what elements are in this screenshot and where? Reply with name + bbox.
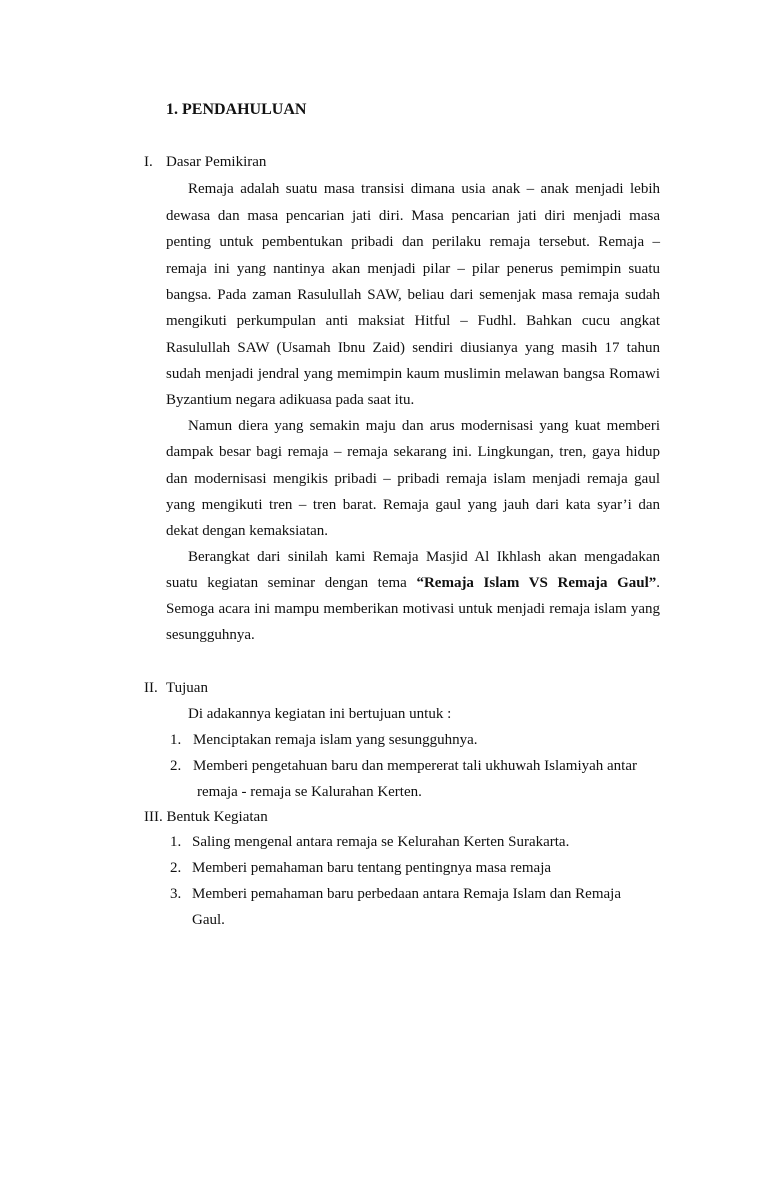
activity-item-text-continued: Gaul. bbox=[192, 912, 225, 928]
section-1-number: I. bbox=[144, 154, 153, 170]
paragraph-2-line: dampak besar bagi remaja – remaja sekarang ini. Lingkungan, tren, gaya hidup bbox=[166, 444, 660, 460]
paragraph-1-line: Remaja adalah suatu masa transisi dimana usia anak – anak menjadi lebih bbox=[188, 181, 660, 197]
paragraph-1-line: mengikuti perkumpulan anti maksiat Hitful – Fudhl. Bahkan cucu angkat bbox=[166, 313, 660, 329]
page-title: 1. PENDAHULUAN bbox=[166, 101, 307, 118]
activity-item-number: 1. bbox=[170, 834, 182, 850]
goal-item-text-continued: remaja - remaja se Kalurahan Kerten. bbox=[197, 784, 422, 800]
paragraph-3-line: Semoga acara ini mampu memberikan motivasi untuk menjadi remaja islam yang bbox=[166, 601, 660, 617]
activity-item-number: 3. bbox=[170, 886, 182, 902]
goal-item-number: 1. bbox=[170, 732, 182, 748]
paragraph-2-line: yang mengikuti tren – tren barat. Remaja gaul yang jauh dari kata syar’i dan bbox=[166, 497, 660, 513]
goal-item-text: Memberi pengetahuan baru dan mempererat tali ukhuwah Islamiyah antar bbox=[193, 758, 637, 774]
section-2-heading: Tujuan bbox=[166, 680, 208, 696]
paragraph-1-line: Byzantium negara adikuasa pada saat itu. bbox=[166, 392, 415, 408]
section-1-heading: Dasar Pemikiran bbox=[166, 154, 267, 170]
activity-item-text: Memberi pemahaman baru tentang pentingnya masa remaja bbox=[192, 860, 552, 876]
section-3-heading: III. Bentuk Kegiatan bbox=[144, 809, 268, 825]
paragraph-1-line: remaja ini yang nantinya akan menjadi pilar – pilar penerus pemimpin suatu bbox=[166, 261, 660, 277]
paragraph-3-line bbox=[166, 574, 660, 592]
paragraph-3-line: Berangkat dari sinilah kami Remaja Masjid Al Ikhlash akan mengadakan bbox=[188, 549, 660, 565]
goal-item-text: Menciptakan remaja islam yang sesungguhnya. bbox=[193, 732, 478, 748]
section-2-intro: Di adakannya kegiatan ini bertujuan untuk : bbox=[188, 706, 452, 722]
paragraph-1-line: Rasulullah SAW (Usamah Ibnu Zaid) sendiri diusianya yang masih 17 tahun bbox=[166, 340, 660, 356]
paragraph-3-text: suatu kegiatan seminar dengan tema bbox=[166, 575, 417, 591]
paragraph-2-line: Namun diera yang semakin maju dan arus modernisasi yang kuat memberi bbox=[188, 418, 660, 434]
paragraph-1-line: bangsa. Pada zaman Rasulullah SAW, beliau dari semenjak masa remaja sudah bbox=[166, 287, 660, 303]
goal-item-number: 2. bbox=[170, 758, 182, 774]
paragraph-3-line: sesungguhnya. bbox=[166, 627, 255, 643]
paragraph-1-line: sudah menjadi jendral yang memimpin kaum muslimin melawan bangsa Romawi bbox=[166, 366, 660, 382]
paragraph-2-line: dan modernisasi mengikis pribadi – pribadi remaja islam menjadi remaja gaul bbox=[166, 471, 660, 487]
paragraph-3-period: . bbox=[656, 575, 660, 591]
activity-item-text: Saling mengenal antara remaja se Kelurahan Kerten Surakarta. bbox=[192, 834, 570, 850]
activity-item-number: 2. bbox=[170, 860, 182, 876]
paragraph-2-line: dekat dengan kemaksiatan. bbox=[166, 523, 329, 539]
seminar-theme: “Remaja Islam VS Remaja Gaul” bbox=[416, 575, 657, 591]
paragraph-1-line: penting untuk pembentukan pribadi dan perilaku remaja tersebut. Remaja – bbox=[166, 234, 660, 250]
paragraph-1-line: dewasa dan masa pencarian jati diri. Masa pencarian jati diri menjadi masa bbox=[166, 208, 660, 224]
section-2-number: II. bbox=[144, 680, 158, 696]
activity-item-text: Memberi pemahaman baru perbedaan antara Remaja Islam dan Remaja bbox=[192, 886, 621, 902]
